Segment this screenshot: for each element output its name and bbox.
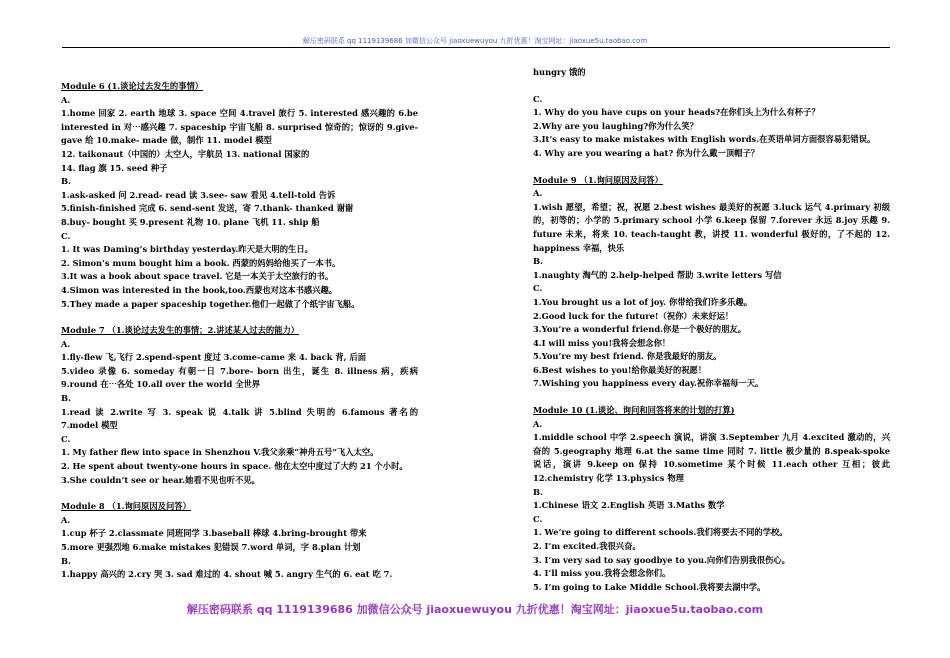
text-line: 1. Why do you have cups on your heads?在你们头上为什么有杯子？	[533, 107, 820, 118]
text-line: 5. I’m going to Lake Middle School.我将要去湖中学。	[533, 581, 766, 592]
text-line: B.	[61, 555, 71, 566]
module-8-continued	[533, 66, 890, 161]
module-7-lines	[61, 338, 418, 488]
text-line: 1.read 读 2.write 写 3. speak 说 4.talk 讲 5.blind 失明的 6.famous 著名的 7.model 模型	[61, 406, 418, 431]
text-line: 1. We’re going to different schools.我们将要去不同的学校。	[533, 527, 788, 538]
text-line: A.	[61, 94, 71, 105]
module-10-title: Module 10 (1.谈论、询问和回答将来的计划的打算)	[533, 405, 735, 416]
text-line: B.	[61, 176, 71, 187]
left-column	[61, 66, 418, 582]
header-divider	[62, 47, 890, 48]
text-line: 1.naughty 淘气的 2.help-helped 帮助 3.write letters 写信	[533, 269, 782, 280]
text-line: 1.ask-asked 问 2.read- read 读 3.see- saw 看见 4.tell-told 告诉	[61, 189, 336, 200]
text-line: 3.You’re a wonderful friend.你是一个极好的朋友。	[533, 324, 746, 335]
text-line: 1.cup 杯子 2.classmate 同班同学 3.baseball 棒球 4.bring-brought 带来	[61, 528, 367, 539]
text-line: C.	[533, 93, 543, 104]
text-line: 1. My father flew into space in Shenzhou V.我父亲乘“神舟五号”飞入太空。	[61, 447, 379, 458]
module-10-lines	[533, 418, 890, 595]
text-line: 5.finish-finished 完成 6. send-sent 发送，寄 7.thank- thanked 谢谢	[61, 203, 354, 214]
text-line: C.	[61, 433, 71, 444]
text-line: A.	[61, 514, 71, 525]
module-6-title: Module 6 (1.谈论过去发生的事情）	[61, 81, 204, 91]
text-line: 1. It was Daming’s birthday yesterday.昨天是大明的生日。	[61, 244, 313, 255]
text-line: 1.wish 愿望，希望；祝，祝愿 2.best wishes 最美好的祝愿 3.luck 运气 4.primary 初级的，初等的；小学的 5.primary school 小学 6.keep 保留 7.forever 永远 8.joy 乐趣 9. future 未来，将来 10. teach-taught 教，讲授 11. wonderful 极好的，了不起的 12. happiness 幸福，快乐	[533, 201, 890, 253]
module-7-title: Module 7 （1.谈论过去发生的事情；2.讲述某人过去的能力）	[61, 325, 300, 336]
module-9-lines	[533, 187, 890, 391]
module-8-title: Module 8 （1.询问原因及问答）	[61, 501, 191, 512]
right-column	[533, 66, 890, 594]
text-line: A.	[533, 188, 543, 199]
text-line: 1.You brought us a lot of joy. 你带给我们许多乐趣。	[533, 296, 753, 307]
text-line: 4.I will miss you!我将会想念你！	[533, 337, 671, 348]
text-line: A.	[61, 338, 71, 349]
text-line: 4. Why are you wearing a hat? 你为什么戴一顶帽子？	[533, 147, 760, 158]
module-8-lines	[61, 514, 418, 582]
text-line: 5.They made a paper spaceship together.他们一起做了个纸宇宙飞船。	[61, 298, 360, 309]
text-line: 3.It’s easy to make mistakes with English words.在英语单词方面很容易犯错误。	[533, 134, 876, 145]
text-line: 1.middle school 中学 2.speech 演说，讲演 3.September 九月 4.excited 激动的，兴奋的 5.geography 地理 6.at the same time 同时 7. little 极少量的 8.speak-spoke 说话，演讲 9.keep on 保持 10.sometime 某个时候 11.each other 互相；彼此 12.chemistry 化学 13.physics 物理	[533, 432, 890, 484]
module-6-lines	[61, 94, 418, 312]
text-line: 8.buy- bought 买 9.present 礼物 10. plane 飞机 11. ship 船	[61, 216, 320, 227]
text-line: 7.Wishing you happiness every day.祝你幸福每一天。	[533, 378, 764, 389]
text-line: B.	[533, 486, 543, 497]
text-line: B.	[61, 393, 71, 404]
text-line: 2. He spent about twenty-one hours in space. 他在太空中度过了大约 21 个小时。	[61, 461, 408, 472]
text-line: C.	[61, 230, 71, 241]
text-line: 3. I’m very sad to say goodbye to you.向你们告别我很伤心。	[533, 554, 790, 565]
text-line: 4. I’ll miss you.我将会想念你们。	[533, 568, 671, 579]
text-line: 3.She couldn’t see or hear.她看不见也听不见。	[61, 474, 260, 485]
text-line: 3.It was a book about space travel. 它是一本关于太空旅行的书。	[61, 271, 334, 282]
text-line: 2. I’m excited.我很兴奋。	[533, 541, 641, 551]
text-line: 14. flag 旗 15. seed 种子	[61, 162, 168, 173]
page-header-watermark: 解压密码联系 qq 1119139686 加微信公众号 jiaoxuewuyou 九折优惠！淘宝网址：jiaoxue5u.taobao.com	[302, 37, 648, 45]
text-line: 1.happy 高兴的 2.cry 哭 3. sad 难过的 4. shout 喊 5. angry 生气的 6. eat 吃 7.	[61, 569, 393, 580]
text-line: 1.home 回家 2. earth 地球 3. space 空间 4.travel 旅行 5. interested 感兴趣的 6.be interested in 对⋯感兴趣 7. spaceship 宇宙飞船 8. surprised 惊奇的；惊讶的 9.give-gave 给 10.make- made 做，制作 11. model 模型	[61, 108, 418, 146]
text-line: 6.Best wishes to you!给你最美好的祝愿！	[533, 364, 707, 375]
text-line: C.	[533, 513, 543, 524]
text-line: 2.Why are you laughing?你为什么笑？	[533, 120, 698, 131]
module-9-section	[533, 174, 890, 392]
text-line: 5.more 更强烈地 6.make mistakes 犯错误 7.word 单词，字 8.plan 计划	[61, 542, 361, 552]
text-line: 2. Simon’s mum bought him a book. 西蒙的妈妈给他买了一本书。	[61, 257, 341, 268]
page-footer-watermark: 解压密码联系 qq 1119139686 加微信公众号 jiaoxuewuyou 九折优惠！淘宝网址：jiaoxue5u.taobao.com	[186, 603, 764, 616]
module-9-title: Module 9 （1.询问原因及问答）	[533, 174, 663, 185]
text-line: B.	[533, 256, 543, 267]
text-line: 12. taikonaut（中国的）太空人，宇航员 13. national 国家的	[61, 148, 310, 159]
text-line: 5.You’re my best friend. 你是我最好的朋友。	[533, 351, 722, 362]
module-6-section	[61, 80, 418, 311]
text-line: 1.Chinese 语文 2.English 英语 3.Maths 数学	[533, 500, 725, 511]
text-line: 5.video 录像 6. someday 有朝一日 7.bore- born 出生，诞生 8. illness 病，疾病 9.round 在⋯各处 10.all over the world 全世界	[61, 365, 418, 390]
text-line: A.	[533, 418, 543, 429]
text-line: 2.Good luck for the future!（祝你）未来好运！	[533, 310, 734, 321]
module-10-section	[533, 404, 890, 594]
text-line: 4.Simon was interested in the book,too.西蒙也对这本书感兴趣。	[61, 284, 338, 295]
text-line: hungry 饿的	[533, 67, 586, 77]
module-7-section	[61, 324, 418, 487]
text-line: 1.fly-flew 飞,飞行 2.spend-spent 度过 3.come-came 来 4. back 背, 后面	[61, 352, 367, 363]
text-line: C.	[533, 283, 543, 294]
module-8-section	[61, 500, 418, 582]
